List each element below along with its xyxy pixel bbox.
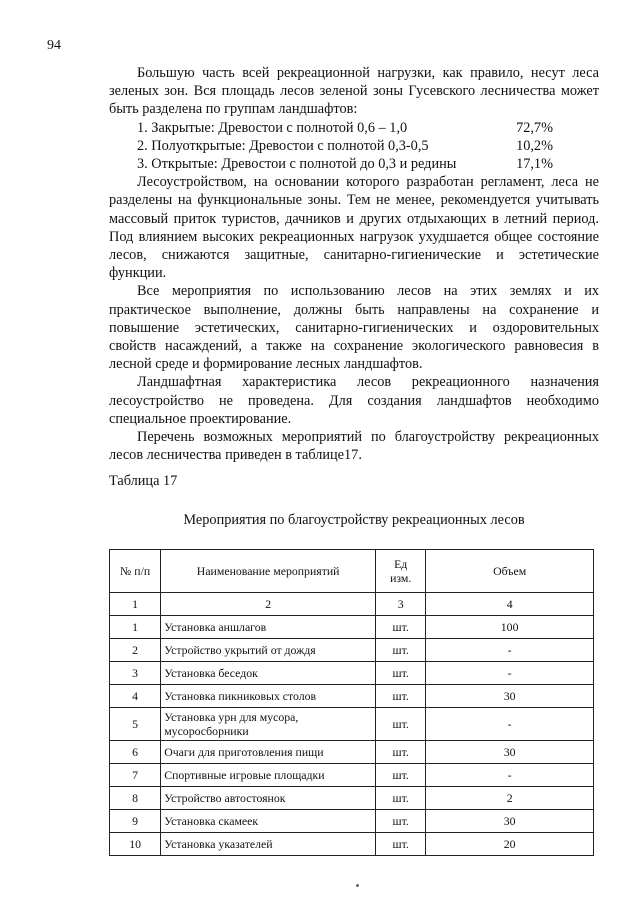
row-measure-name: Установка указателей (161, 832, 376, 855)
table-row (110, 809, 594, 832)
table-row (110, 786, 594, 809)
row-measure-name: Установка урн для мусора, мусоросборники (161, 707, 376, 740)
table-row (110, 661, 594, 684)
row-measure-name: Установка пикниковых столов (161, 684, 376, 707)
zoning-paragraph: Лесоустройством, на основании которого разработан регламент, леса не разделены на функциональные зоны. Тем не менее, рекомендуется учитывать массовый приток туристов, дачников и других отдыхающих в летний период. Под влиянием высоких рекреационных нагрузок ухудшается общее состояние лесов, снижаются защитные, санитарно-гигиенические и эстетические функции. (109, 174, 599, 282)
landscape-group-row (109, 155, 599, 173)
column-number: 4 (426, 592, 594, 615)
row-unit: шт. (376, 786, 426, 809)
row-unit: шт. (376, 832, 426, 855)
landscape-group-value: 17,1% (516, 156, 553, 173)
table-row (110, 832, 594, 855)
header-unit-line2: изм. (390, 570, 412, 585)
table-row (110, 763, 594, 786)
header-name: Наименование мероприятий (161, 549, 376, 592)
header-unit-line1: Ед (394, 556, 408, 571)
row-number: 6 (110, 740, 161, 763)
landscape-group-row (109, 119, 599, 137)
table-label: Таблица 17 (109, 473, 178, 490)
row-number: 3 (110, 661, 161, 684)
row-unit: шт. (376, 661, 426, 684)
row-volume: 30 (426, 740, 594, 763)
table-reference-paragraph: Перечень возможных мероприятий по благоустройству рекреационных лесов лесничества приведен в таблице17. (109, 429, 599, 464)
landscape-group-label: 3. Открытые: Древостои с полнотой до 0,3 и редины (137, 156, 457, 173)
row-number: 2 (110, 638, 161, 661)
landscape-characteristic-paragraph: Ландшафтная характеристика лесов рекреационного назначения лесоустройство не проведена. Для создания ландшафтов необходимо специальное проектирование. (109, 374, 599, 427)
table-header-row (110, 549, 594, 592)
row-volume: 20 (426, 832, 594, 855)
intro-paragraph: Большую часть всей рекреационной нагрузки, как правило, несут леса зеленых зон. Вся площадь лесов зеленой зоны Гусевского лесничества может быть разделена по группам ландшафтов: (109, 65, 599, 118)
header-unit (376, 549, 426, 592)
header-number: № п/п (110, 549, 161, 592)
recreation-measures-table (109, 549, 594, 856)
row-unit: шт. (376, 763, 426, 786)
row-number: 9 (110, 809, 161, 832)
table-row (110, 615, 594, 638)
row-measure-name: Установка скамеек (161, 809, 376, 832)
row-measure-name: Устройство автостоянок (161, 786, 376, 809)
document-body (109, 64, 599, 856)
row-measure-name: Установка аншлагов (161, 615, 376, 638)
row-number: 8 (110, 786, 161, 809)
row-volume: 100 (426, 615, 594, 638)
row-number: 7 (110, 763, 161, 786)
page-number: 94 (47, 38, 61, 53)
row-measure-name: Установка беседок (161, 661, 376, 684)
row-unit: шт. (376, 684, 426, 707)
row-unit: шт. (376, 615, 426, 638)
column-number: 3 (376, 592, 426, 615)
row-volume: - (426, 638, 594, 661)
landscape-group-value: 10,2% (516, 137, 553, 154)
landscape-group-row (109, 137, 599, 155)
landscape-group-label: 2. Полуоткрытые: Древостои с полнотой 0,3-0,5 (137, 137, 429, 154)
row-unit: шт. (376, 740, 426, 763)
row-number: 10 (110, 832, 161, 855)
table-row (110, 740, 594, 763)
table-caption: Мероприятия по благоустройству рекреационных лесов (183, 511, 525, 528)
row-unit: шт. (376, 707, 426, 740)
row-unit: шт. (376, 809, 426, 832)
row-volume: - (426, 707, 594, 740)
measures-paragraph: Все мероприятия по использованию лесов на этих землях и их практическое выполнение, должны быть направлены на сохранение и повышение эстетических, санитарно-гигиенических и оздоровительных свойств насаждений, а также на сохранение экологического равновесия в лесной среде и формирование лесных ландшафтов. (109, 283, 599, 373)
row-volume: 30 (426, 684, 594, 707)
row-number: 5 (110, 707, 161, 740)
table-row (110, 684, 594, 707)
column-number: 1 (110, 592, 161, 615)
landscape-group-label: 1. Закрытые: Древостои с полнотой 0,6 – 1,0 (137, 119, 408, 136)
table-row (110, 638, 594, 661)
table-row (110, 707, 594, 740)
row-measure-name: Спортивные игровые площадки (161, 763, 376, 786)
row-volume: - (426, 661, 594, 684)
row-unit: шт. (376, 638, 426, 661)
row-number: 4 (110, 684, 161, 707)
header-volume: Объем (426, 549, 594, 592)
row-volume: 30 (426, 809, 594, 832)
column-number: 2 (161, 592, 376, 615)
row-volume: 2 (426, 786, 594, 809)
row-number: 1 (110, 615, 161, 638)
row-measure-name: Устройство укрытий от дождя (161, 638, 376, 661)
row-measure-name: Очаги для приготовления пищи (161, 740, 376, 763)
scan-speck (356, 884, 359, 887)
landscape-group-value: 72,7% (516, 119, 553, 136)
column-number-row (110, 592, 594, 615)
row-volume: - (426, 763, 594, 786)
